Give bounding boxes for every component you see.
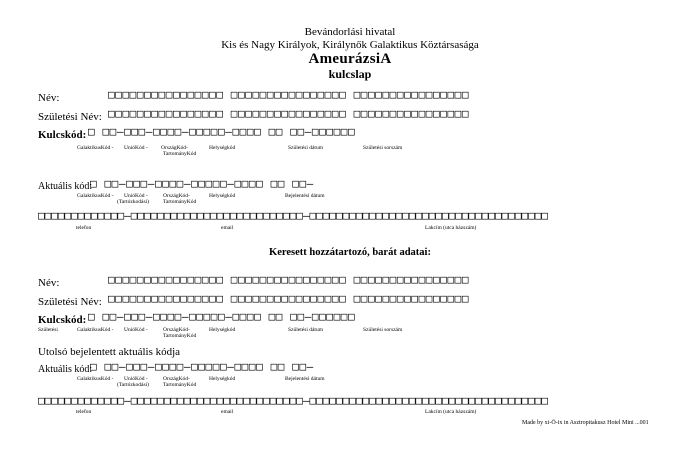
caption-tartozkodasi: (Tartózkodási) <box>117 199 149 205</box>
office-name: Bevándorlási hivatal <box>304 26 396 38</box>
caption-galaktikus: GalaktikusKód - <box>77 145 114 151</box>
caption-telefon: telefon <box>76 409 92 415</box>
caption-orszag: OrszágKód- <box>163 327 190 333</box>
last-reported-label: Utolsó bejelentett aktuális kódja <box>38 346 181 358</box>
caption-lakcim: Lakcím (utca házszám) <box>425 225 477 231</box>
caption-galaktikus: GalaktikusKód - <box>77 376 114 382</box>
relative-birthname-field[interactable]: □□□□□□□□□□□□□□□□ □□□□□□□□□□□□□□□□ □□□□□□□□□□□□□□□□ <box>108 292 470 305</box>
caption-orszag: OrszágKód- <box>161 145 188 151</box>
caption-email: email <box>221 409 234 415</box>
birthname-label: Születési Név: <box>38 111 102 123</box>
caption-unio: UnióKód - <box>124 145 148 151</box>
caption-unio: UnióKód - <box>124 327 148 333</box>
republic-name: Kis és Nagy Királyok, Királynők Galaktikus Köztársasága <box>221 39 479 51</box>
caption-tartomany: TartományKód <box>163 382 197 388</box>
caption-helyseg: Helységkód <box>209 376 236 382</box>
relative-key-code-label: Kulcskód: <box>38 314 87 326</box>
relative-current-code-label: Aktuális kód: <box>38 364 93 375</box>
caption-szul-datum: Születési dátum <box>288 327 323 333</box>
caption-helyseg: Helységkód <box>209 193 236 199</box>
relative-key-code-field[interactable]: □ □□–□□□–□□□□–□□□□□–□□□□ □□ □□–□□□□□□ <box>88 310 356 323</box>
caption-tartozkodasi: (Tartózkodási) <box>117 382 149 388</box>
caption-szul-sorszam: Születési sorszám <box>363 327 403 333</box>
current-code-field[interactable]: □ □□–□□□–□□□□–□□□□□–□□□□ □□ □□– <box>90 177 314 190</box>
contact-field[interactable]: □□□□□□□□□□□□□–□□□□□□□□□□□□□□□□□□□□□□□□□□–□□□□□□□□□□□□□□□□□□□□□□□□□□□□□□□□□□□□ <box>38 209 548 222</box>
caption-szul-datum: Születési dátum <box>288 145 323 151</box>
current-code-label: Aktuális kód: <box>38 181 93 192</box>
relative-name-label: Név: <box>38 277 60 289</box>
caption-unio: UnióKód - <box>124 376 148 382</box>
caption-orszag: OrszágKód- <box>163 376 190 382</box>
caption-tartomany: TartományKód <box>163 151 197 157</box>
name-field[interactable]: □□□□□□□□□□□□□□□□ □□□□□□□□□□□□□□□□ □□□□□□□□□□□□□□□□ <box>108 88 470 101</box>
caption-email: email <box>221 225 234 231</box>
caption-helyseg: Helységkód <box>209 145 236 151</box>
relative-section-title: Keresett hozzátartozó, barát adatai: <box>269 247 431 258</box>
caption-unio: UnióKód - <box>124 193 148 199</box>
caption-lakcim: Lakcím (utca házszám) <box>425 409 477 415</box>
relative-name-field[interactable]: □□□□□□□□□□□□□□□□ □□□□□□□□□□□□□□□□ □□□□□□□□□□□□□□□□ <box>108 273 470 286</box>
caption-tartomany: TartományKód <box>163 199 197 205</box>
caption-orszag: OrszágKód- <box>163 193 190 199</box>
caption-bejelentesi: Bejelentési dátum <box>285 193 325 199</box>
caption-szuletesi: Születési <box>38 327 58 333</box>
caption-tartomany: TartományKód <box>163 333 197 339</box>
caption-telefon: telefon <box>76 225 92 231</box>
caption-galaktikus: GalaktikusKód - <box>77 193 114 199</box>
relative-contact-field[interactable]: □□□□□□□□□□□□□–□□□□□□□□□□□□□□□□□□□□□□□□□□–□□□□□□□□□□□□□□□□□□□□□□□□□□□□□□□□□□□□ <box>38 394 548 407</box>
caption-bejelentesi: Bejelentési dátum <box>285 376 325 382</box>
footer-credit: Made by xi-Ö-ix in Asztropitakusz Hotel Mini ...001 <box>522 420 649 426</box>
key-code-label: Kulcskód: <box>38 129 87 141</box>
relative-current-code-field[interactable]: □ □□–□□□–□□□□–□□□□□–□□□□ □□ □□– <box>90 360 314 373</box>
key-code-field[interactable]: □ □□–□□□–□□□□–□□□□□–□□□□ □□ □□–□□□□□□ <box>88 125 356 138</box>
document-title: AmeurázsiA <box>308 51 392 67</box>
relative-birthname-label: Születési Név: <box>38 296 102 308</box>
document-subtitle: kulcslap <box>328 67 372 81</box>
caption-galaktikus: GalaktikusKód - <box>77 327 114 333</box>
caption-szul-sorszam: Születési sorszám <box>363 145 403 151</box>
caption-helyseg: Helységkód <box>209 327 236 333</box>
name-label: Név: <box>38 92 60 104</box>
birthname-field[interactable]: □□□□□□□□□□□□□□□□ □□□□□□□□□□□□□□□□ □□□□□□□□□□□□□□□□ <box>108 107 470 120</box>
